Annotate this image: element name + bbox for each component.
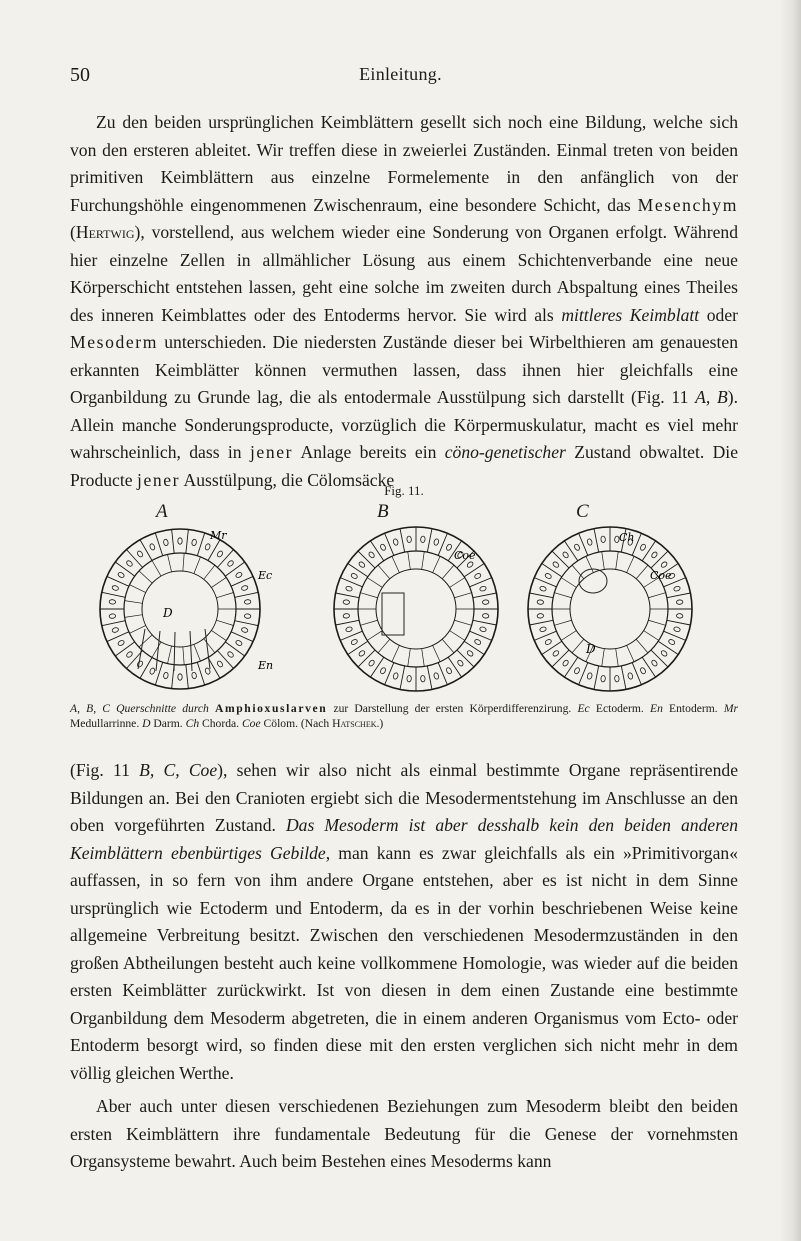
caption-abbrev: D	[142, 717, 151, 730]
paragraph-3: Aber auch unter diesen verschiedenen Beziehungen zum Mesoderm bleibt den beiden ersten Keimblättern ihre fundamentale Bedeutung für die Genese der vornehmsten Organsysteme bewahrt. Auch beim Bestehen eines Mesoderms kann	[70, 1096, 738, 1171]
emphasis-jener: jener	[136, 469, 181, 490]
cross-section-c	[528, 527, 692, 691]
figure-ref: A, B	[695, 387, 728, 407]
caption-run: Chorda.	[199, 717, 242, 730]
caption-run: Medullarrinne.	[70, 717, 143, 730]
caption-abbrev: Mr	[723, 702, 739, 715]
text-run: , man kann es zwar gleichfalls als ein »Primitivorgan« auffassen, in so fern von ihm andere Organe entstehen, aber es ist nicht in dem Sinne ursprünglich wie Ectoderm und Entoderm, da es in der vorhin beschriebenen Weise keine allgemeine Verbreitung besitzt. Zwischen den verschiedenen Mesodermzuständen in den großen Abtheilungen besteht auch keine vollkommene Homologie, was wieder auf die beiden ersten Keimblätter zurückwirkt. Ist von diesen in dem einen Zustande eine bestimmte Organbildung dem Mesoderm abgetreten, die in einem anderen Organismus vom Ecto- oder Entoderm besorgt wird, so finden diese mit den ersten verglichen sich nicht mehr in dem völlig gleichen Werthe.	[70, 842, 738, 1083]
caption-abbrev: Ec	[577, 702, 590, 715]
panel-label-c: C	[576, 501, 589, 522]
caption-run: zur Darstellung der ersten Körperdifferenzirung.	[327, 702, 578, 715]
text-run: Zustand obwaltet. Die Producte	[70, 442, 739, 490]
text-run: Ausstülpung, die Cölomsäcke	[180, 469, 395, 490]
page-edge-shadow	[779, 0, 801, 1241]
caption-abbrev: En	[650, 702, 663, 715]
figure-ref: B, C, Coe	[139, 760, 218, 780]
text-run: (	[70, 222, 76, 242]
term-mesenchym: Mesenchym	[637, 194, 738, 215]
author-hertwig: Hertwig	[75, 222, 135, 242]
panel-label-b: B	[377, 501, 389, 522]
label-ch: Ch	[619, 531, 635, 544]
text-run: ), sehen wir also nicht als einmal bestimmte Organe repräsentirende Bildungen an. Bei den Cranioten ergiebt sich die Mesodermentstehung im Anschlusse an den oben vorgeführten Zustand.	[70, 760, 739, 835]
caption-amphioxus: Amphioxuslarven	[215, 702, 328, 715]
term-mittleres-keimblatt: mittleres Keimblatt	[561, 304, 700, 325]
caption-run: Cölom. (Nach	[260, 717, 333, 730]
label-d: D	[586, 642, 596, 656]
label-coe: Coe	[650, 569, 672, 582]
running-head	[0, 64, 801, 88]
paragraph-2	[70, 757, 738, 1087]
caption-author-hatschek: Hatschek	[332, 717, 377, 730]
figure-caption	[70, 701, 738, 731]
label-d: D	[163, 606, 173, 620]
italic-statement: Das Mesoderm ist aber desshalb kein den beiden anderen Keimblättern ebenbürtiges Gebilde	[70, 815, 738, 863]
cross-section-b	[334, 527, 498, 691]
text-run: ), vorstellend, aus welchem wieder eine Sonderung von Organen erfolgt. Während hier einzelne Zellen in allmählicher Lösung aus einem Schichtenverbande eine neue Körperschicht entstehen lassen, geht eine solche im zweiten durch Abspaltung eines Theiles des inneren Keimblattes oder des Entoderms hervor. Sie wird als	[70, 222, 738, 325]
text-run: Zu den beiden ursprünglichen Keimblättern gesellt sich noch eine Bildung, welche sich von den ersteren ableitet. Wir treffen diese in zweierlei Zuständen. Einmal treten von beiden primitiven Keimblättern aus einzelne Formelemente in den anfänglich von der Furchungshöhle eingenommenen Zwischenraum, eine besondere Schicht, das	[70, 112, 738, 215]
panel-label-a: A	[156, 501, 168, 522]
caption-run: .)	[376, 717, 384, 730]
label-coe: Coe	[454, 549, 476, 562]
figure-title: Fig. 11.	[384, 483, 424, 498]
cross-section-drawings	[70, 519, 738, 699]
cross-section-a	[100, 529, 273, 689]
section-title: Einleitung.	[359, 64, 442, 84]
text-run: Anlage bereits ein	[293, 442, 445, 462]
caption-run: Entoderm.	[662, 702, 724, 715]
term-mesoderm: Mesoderm	[70, 332, 159, 352]
text-run: ). Allein manche Sonderungsproducte, vorzüglich die Körpermuskulatur, macht es viel mehr wahrscheinlich, dass in	[70, 387, 738, 462]
text-run: oder	[699, 304, 739, 325]
label-mr: Mr	[210, 529, 227, 542]
paragraph-1	[70, 109, 738, 494]
caption-run: A, B, C Querschnitte durch	[70, 702, 216, 715]
text-run: (Fig. 11	[70, 760, 140, 780]
label-en: En	[258, 659, 274, 672]
page-number: 50	[70, 64, 90, 86]
text-run: unterschieden. Die niedersten Zustände dieser bei Wirbelthieren am genauesten erkannten Keimblätter können vermuthen lassen, dass ihnen hier gleichfalls eine Organbildung zu Grunde lag, die als entodermale Ausstülpung sich darstellt (Fig. 11	[70, 332, 738, 407]
caption-run: Ectoderm.	[589, 702, 650, 715]
emphasis-jener: jener	[249, 442, 294, 462]
caption-run: Darm.	[150, 717, 186, 730]
figure-11	[70, 483, 738, 743]
caption-abbrev: Ch	[185, 717, 200, 730]
caption-abbrev: Coe	[241, 717, 261, 730]
term-coenogenetisch: cöno-genetischer	[444, 442, 566, 462]
label-ec: Ec	[258, 569, 273, 582]
